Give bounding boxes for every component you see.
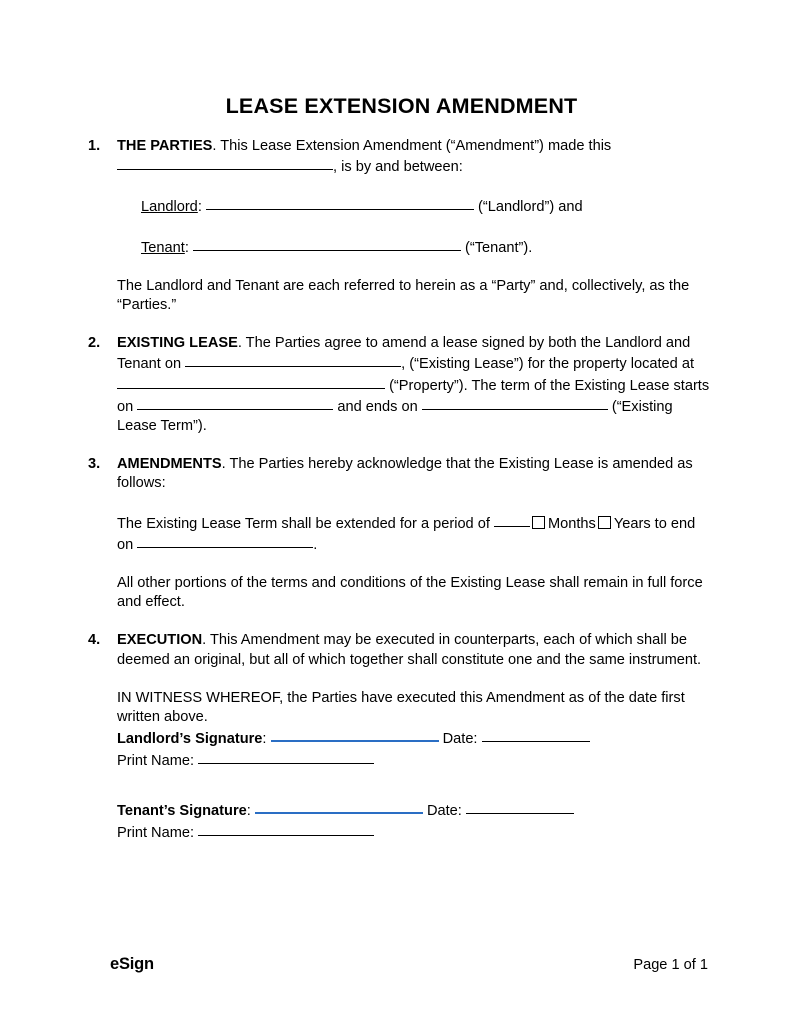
landlord-signature-row bbox=[117, 727, 717, 750]
tenant-signature-label: Tenant’s Signature bbox=[117, 803, 247, 819]
landlord-signature-label: Landlord’s Signature bbox=[117, 731, 263, 747]
landlord-suffix-text: (“Landlord”) and bbox=[478, 199, 583, 216]
clause-execution bbox=[88, 631, 710, 727]
remainder-paragraph: All other portions of the terms and conditions of the Existing Lease shall remain in full force and effect. bbox=[117, 575, 703, 611]
tenant-fill-row bbox=[117, 237, 710, 258]
extension-period-blank[interactable] bbox=[494, 513, 530, 527]
tenant-signature-row bbox=[117, 799, 717, 822]
landlord-name-blank[interactable] bbox=[206, 196, 474, 210]
years-label: Years to end on bbox=[117, 515, 696, 553]
landlord-date-label: Date: bbox=[442, 731, 478, 747]
lease-end-date-blank[interactable] bbox=[422, 396, 608, 410]
landlord-print-name-label: Print Name: bbox=[117, 752, 195, 769]
clause-existing-lease-body bbox=[117, 334, 710, 436]
tenant-date-label: Date: bbox=[426, 803, 462, 819]
landlord-signature-colon: : bbox=[262, 731, 267, 747]
landlord-signature-line[interactable] bbox=[271, 727, 439, 742]
parties-intro-text: . This Lease Extension Amendment (“Amendment”) made this bbox=[212, 138, 612, 154]
clause-number-3: 3. bbox=[88, 456, 101, 473]
tenant-colon: : bbox=[184, 239, 189, 256]
page-title: LEASE EXTENSION AMENDMENT bbox=[225, 94, 578, 118]
clause-number-1: 1. bbox=[88, 138, 101, 154]
property-address-blank[interactable] bbox=[117, 375, 385, 389]
lease-signed-date-blank[interactable] bbox=[185, 353, 401, 367]
tenant-print-name-row bbox=[117, 822, 717, 844]
clause-amendments-body bbox=[117, 455, 710, 612]
months-checkbox[interactable] bbox=[532, 516, 545, 529]
tenant-signature-line[interactable] bbox=[255, 799, 423, 814]
tenant-print-name-blank[interactable] bbox=[198, 822, 374, 836]
clause-heading-amendments: AMENDMENTS bbox=[117, 456, 222, 473]
signature-block bbox=[117, 727, 717, 843]
landlord-print-name-blank[interactable] bbox=[198, 750, 374, 764]
extension-text-before: The Existing Lease Term shall be extended for a period of bbox=[117, 515, 490, 532]
clause-heading-the-parties: THE PARTIES bbox=[117, 138, 213, 154]
existing-lease-text-4: and ends on bbox=[337, 398, 418, 415]
clause-amendments bbox=[88, 455, 710, 612]
tenant-signature-colon: : bbox=[246, 803, 251, 819]
esign-logo: eSign bbox=[110, 955, 154, 973]
parties-definition-paragraph: The Landlord and Tenant are each referred to herein as a “Party” and, collectively, as the “Parties.” bbox=[117, 277, 690, 314]
tenant-date-blank[interactable] bbox=[466, 800, 574, 814]
years-checkbox[interactable] bbox=[598, 516, 611, 529]
landlord-label: Landlord bbox=[141, 199, 198, 216]
document-body bbox=[88, 137, 710, 727]
amendments-text-1: . The Parties hereby acknowledge that the Existing Lease is amended as follows: bbox=[117, 456, 693, 492]
existing-lease-text-3: (“Property”). The term of the Existing Lease starts on bbox=[117, 377, 710, 415]
existing-lease-text-5: (“Existing Lease Term”). bbox=[117, 398, 673, 435]
landlord-date-blank[interactable] bbox=[482, 728, 590, 742]
clause-existing-lease bbox=[88, 334, 710, 436]
lease-start-date-blank[interactable] bbox=[137, 396, 333, 410]
landlord-colon: : bbox=[197, 199, 202, 216]
signature-spacer bbox=[117, 771, 717, 799]
witness-paragraph: IN WITNESS WHEREOF, the Parties have executed this Amendment as of the date first written above. bbox=[117, 689, 685, 726]
execution-text-1: . This Amendment may be executed in counterparts, each of which shall be deemed an original, but all of which together shall constitute one and the same instrument. bbox=[117, 632, 702, 668]
extension-end-date-blank[interactable] bbox=[137, 534, 313, 548]
parties-intro-text-2: , is by and between: bbox=[333, 159, 463, 176]
extension-term-paragraph bbox=[117, 513, 710, 555]
clause-heading-execution: EXECUTION bbox=[117, 632, 203, 649]
clause-execution-body bbox=[117, 631, 710, 727]
clause-number-4: 4. bbox=[88, 632, 101, 649]
landlord-fill-row bbox=[117, 196, 710, 217]
clause-the-parties-body bbox=[117, 137, 710, 315]
tenant-suffix-text: (“Tenant”). bbox=[465, 239, 533, 256]
page-footer bbox=[110, 955, 708, 974]
existing-lease-text-2: , (“Existing Lease”) for the property located at bbox=[401, 356, 694, 373]
clause-the-parties bbox=[88, 137, 710, 315]
extension-period-end: . bbox=[313, 536, 318, 553]
tenant-name-blank[interactable] bbox=[193, 237, 461, 251]
existing-lease-text-1: . The Parties agree to amend a lease signed by both the Landlord and Tenant on bbox=[117, 335, 691, 373]
landlord-print-name-row bbox=[117, 750, 717, 772]
tenant-print-name-label: Print Name: bbox=[117, 824, 195, 841]
amendment-date-blank[interactable] bbox=[117, 156, 333, 170]
clause-number-2: 2. bbox=[88, 335, 101, 352]
months-label: Months bbox=[547, 515, 596, 532]
page-indicator: Page 1 of 1 bbox=[633, 957, 708, 973]
tenant-label: Tenant bbox=[141, 239, 185, 256]
clause-heading-existing-lease: EXISTING LEASE bbox=[117, 335, 238, 352]
